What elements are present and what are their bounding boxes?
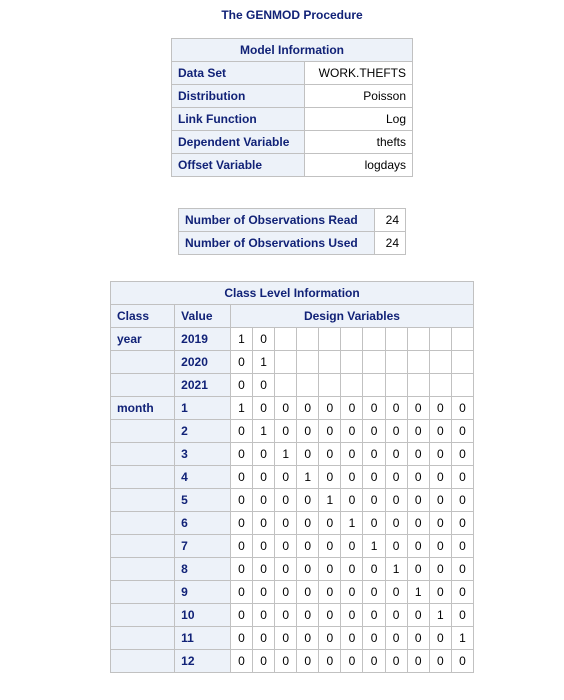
design-variable-cell: 0: [275, 466, 297, 489]
design-variable-cell: 0: [253, 650, 275, 673]
design-variable-cell: 0: [230, 627, 252, 650]
class-value-cell: 2020: [175, 351, 231, 374]
design-variable-cell: 0: [253, 397, 275, 420]
design-variable-cell: 0: [385, 466, 407, 489]
design-variable-cell: 0: [275, 489, 297, 512]
design-variable-cell: 0: [451, 535, 473, 558]
design-variable-cell: 0: [429, 627, 451, 650]
design-variable-cell: 0: [297, 420, 319, 443]
class-name-cell: month: [111, 397, 175, 420]
design-variable-cell: 0: [253, 466, 275, 489]
design-variable-cell: 0: [429, 466, 451, 489]
class-name-cell: [111, 604, 175, 627]
class-value-cell: 12: [175, 650, 231, 673]
design-variable-cell: [341, 351, 363, 374]
table-row: [172, 62, 413, 85]
row-value: WORK.THEFTS: [305, 62, 413, 85]
design-variable-cell: 0: [385, 581, 407, 604]
design-variable-cell: [275, 374, 297, 397]
row-label: Offset Variable: [172, 154, 305, 177]
design-variable-cell: 0: [363, 443, 385, 466]
design-variable-cell: 1: [385, 558, 407, 581]
row-value: Poisson: [305, 85, 413, 108]
design-variable-cell: 0: [275, 627, 297, 650]
design-variable-cell: 0: [341, 420, 363, 443]
design-variable-cell: 0: [253, 581, 275, 604]
class-value-cell: 2021: [175, 374, 231, 397]
design-variable-cell: 0: [451, 581, 473, 604]
column-header-design-variables: Design Variables: [230, 305, 473, 328]
design-variable-cell: 0: [253, 374, 275, 397]
table-row: [172, 131, 413, 154]
design-variable-cell: 0: [297, 512, 319, 535]
design-variable-cell: 0: [230, 466, 252, 489]
design-variable-cell: 0: [341, 650, 363, 673]
design-variable-cell: 0: [297, 489, 319, 512]
design-variable-cell: [297, 374, 319, 397]
design-variable-cell: 0: [451, 558, 473, 581]
class-level-body: [111, 328, 474, 673]
design-variable-cell: 0: [275, 558, 297, 581]
class-value-cell: 5: [175, 489, 231, 512]
design-variable-cell: [363, 328, 385, 351]
observations-table: [178, 208, 406, 255]
design-variable-cell: 0: [297, 535, 319, 558]
table-row: [111, 374, 474, 397]
class-name-cell: [111, 581, 175, 604]
design-variable-cell: 0: [451, 604, 473, 627]
design-variable-cell: 1: [319, 489, 341, 512]
design-variable-cell: [407, 328, 429, 351]
design-variable-cell: 0: [253, 604, 275, 627]
class-name-cell: [111, 351, 175, 374]
design-variable-cell: [297, 351, 319, 374]
design-variable-cell: 0: [275, 581, 297, 604]
design-variable-cell: 1: [253, 420, 275, 443]
design-variable-cell: 0: [319, 512, 341, 535]
table-row: [179, 232, 406, 255]
design-variable-cell: 0: [451, 466, 473, 489]
design-variable-cell: 0: [341, 581, 363, 604]
class-name-cell: [111, 420, 175, 443]
design-variable-cell: [319, 374, 341, 397]
design-variable-cell: 0: [407, 604, 429, 627]
design-variable-cell: 0: [297, 650, 319, 673]
table-row: [111, 650, 474, 673]
class-value-cell: 4: [175, 466, 231, 489]
design-variable-cell: 0: [297, 443, 319, 466]
table-row: [111, 581, 474, 604]
table-row: [111, 397, 474, 420]
model-information-table: [171, 38, 413, 177]
design-variable-cell: [363, 351, 385, 374]
design-variable-cell: [341, 328, 363, 351]
design-variable-cell: [341, 374, 363, 397]
design-variable-cell: 0: [385, 397, 407, 420]
design-variable-cell: 0: [363, 512, 385, 535]
row-label: Distribution: [172, 85, 305, 108]
design-variable-cell: [429, 351, 451, 374]
design-variable-cell: 0: [341, 558, 363, 581]
class-value-cell: 10: [175, 604, 231, 627]
class-value-cell: 2019: [175, 328, 231, 351]
row-label: Link Function: [172, 108, 305, 131]
table-row: [111, 604, 474, 627]
table-row: [172, 108, 413, 131]
design-variable-cell: [385, 328, 407, 351]
design-variable-cell: 0: [275, 604, 297, 627]
design-variable-cell: 1: [341, 512, 363, 535]
design-variable-cell: 0: [341, 489, 363, 512]
procedure-title: The GENMOD Procedure: [221, 8, 363, 22]
class-name-cell: year: [111, 328, 175, 351]
design-variable-cell: 0: [385, 604, 407, 627]
class-name-cell: [111, 627, 175, 650]
column-header-class: Class: [111, 305, 175, 328]
design-variable-cell: 1: [363, 535, 385, 558]
design-variable-cell: [385, 351, 407, 374]
table-row: [111, 420, 474, 443]
design-variable-cell: [385, 374, 407, 397]
design-variable-cell: 0: [275, 512, 297, 535]
design-variable-cell: 1: [407, 581, 429, 604]
design-variable-cell: 0: [297, 627, 319, 650]
row-label: Dependent Variable: [172, 131, 305, 154]
design-variable-cell: 0: [319, 420, 341, 443]
design-variable-cell: 0: [385, 627, 407, 650]
class-value-cell: 2: [175, 420, 231, 443]
row-label: Data Set: [172, 62, 305, 85]
design-variable-cell: 0: [297, 604, 319, 627]
design-variable-cell: 0: [407, 558, 429, 581]
row-label: Number of Observations Used: [179, 232, 375, 255]
row-value: Log: [305, 108, 413, 131]
class-name-cell: [111, 558, 175, 581]
design-variable-cell: [319, 328, 341, 351]
design-variable-cell: [407, 374, 429, 397]
design-variable-cell: 0: [407, 650, 429, 673]
design-variable-cell: [429, 328, 451, 351]
design-variable-cell: 0: [451, 397, 473, 420]
design-variable-cell: 0: [230, 512, 252, 535]
design-variable-cell: 0: [341, 535, 363, 558]
design-variable-cell: 0: [297, 397, 319, 420]
design-variable-cell: 0: [429, 420, 451, 443]
design-variable-cell: 0: [451, 650, 473, 673]
design-variable-cell: 0: [275, 535, 297, 558]
design-variable-cell: 0: [429, 650, 451, 673]
class-value-cell: 3: [175, 443, 231, 466]
design-variable-cell: 0: [341, 627, 363, 650]
design-variable-cell: 0: [230, 351, 252, 374]
row-value: logdays: [305, 154, 413, 177]
class-name-cell: [111, 535, 175, 558]
table-row: [179, 209, 406, 232]
design-variable-cell: 1: [230, 397, 252, 420]
design-variable-cell: 1: [253, 351, 275, 374]
design-variable-cell: 0: [230, 374, 252, 397]
design-variable-cell: 0: [363, 466, 385, 489]
design-variable-cell: 0: [385, 650, 407, 673]
design-variable-cell: [407, 351, 429, 374]
design-variable-cell: 0: [230, 489, 252, 512]
design-variable-cell: [275, 328, 297, 351]
design-variable-cell: 1: [451, 627, 473, 650]
design-variable-cell: 0: [275, 420, 297, 443]
column-header-value: Value: [175, 305, 231, 328]
design-variable-cell: 0: [385, 420, 407, 443]
design-variable-cell: 0: [363, 650, 385, 673]
design-variable-cell: 0: [319, 627, 341, 650]
design-variable-cell: 0: [363, 489, 385, 512]
design-variable-cell: [363, 374, 385, 397]
design-variable-cell: 0: [407, 627, 429, 650]
design-variable-cell: 0: [451, 443, 473, 466]
class-level-information-title: Class Level Information: [111, 282, 474, 305]
design-variable-cell: 0: [319, 581, 341, 604]
design-variable-cell: 0: [451, 512, 473, 535]
design-variable-cell: 1: [297, 466, 319, 489]
table-row: [111, 443, 474, 466]
design-variable-cell: 0: [429, 512, 451, 535]
design-variable-cell: 0: [429, 535, 451, 558]
design-variable-cell: 0: [230, 443, 252, 466]
table-row: [111, 328, 474, 351]
design-variable-cell: 0: [385, 489, 407, 512]
table-row: [111, 351, 474, 374]
row-value: thefts: [305, 131, 413, 154]
class-name-cell: [111, 489, 175, 512]
design-variable-cell: 0: [341, 466, 363, 489]
design-variable-cell: 0: [341, 443, 363, 466]
design-variable-cell: 0: [275, 650, 297, 673]
design-variable-cell: 0: [230, 604, 252, 627]
design-variable-cell: 0: [407, 535, 429, 558]
design-variable-cell: 0: [429, 581, 451, 604]
table-row: [111, 466, 474, 489]
design-variable-cell: 0: [319, 443, 341, 466]
design-variable-cell: 0: [341, 397, 363, 420]
design-variable-cell: 0: [407, 512, 429, 535]
design-variable-cell: 0: [407, 466, 429, 489]
table-row: [111, 535, 474, 558]
design-variable-cell: 0: [385, 535, 407, 558]
design-variable-cell: [275, 351, 297, 374]
design-variable-cell: 0: [363, 397, 385, 420]
design-variable-cell: 0: [451, 420, 473, 443]
design-variable-cell: 0: [429, 397, 451, 420]
design-variable-cell: 0: [253, 443, 275, 466]
design-variable-cell: 0: [385, 443, 407, 466]
row-value: 24: [375, 209, 406, 232]
row-value: 24: [375, 232, 406, 255]
class-value-cell: 1: [175, 397, 231, 420]
design-variable-cell: 0: [407, 443, 429, 466]
class-value-cell: 6: [175, 512, 231, 535]
design-variable-cell: 1: [230, 328, 252, 351]
design-variable-cell: 0: [230, 581, 252, 604]
design-variable-cell: 0: [319, 397, 341, 420]
design-variable-cell: [319, 351, 341, 374]
design-variable-cell: [297, 328, 319, 351]
design-variable-cell: 0: [319, 535, 341, 558]
design-variable-cell: 0: [451, 489, 473, 512]
design-variable-cell: 0: [297, 581, 319, 604]
table-row: [172, 85, 413, 108]
class-value-cell: 7: [175, 535, 231, 558]
design-variable-cell: [451, 374, 473, 397]
design-variable-cell: 0: [230, 535, 252, 558]
design-variable-cell: 0: [319, 650, 341, 673]
design-variable-cell: 0: [253, 627, 275, 650]
class-value-cell: 8: [175, 558, 231, 581]
design-variable-cell: 0: [319, 558, 341, 581]
design-variable-cell: 0: [230, 558, 252, 581]
table-row: [111, 627, 474, 650]
design-variable-cell: 0: [363, 627, 385, 650]
design-variable-cell: [429, 374, 451, 397]
model-information-title: Model Information: [172, 39, 413, 62]
table-row: [111, 558, 474, 581]
design-variable-cell: 0: [407, 397, 429, 420]
design-variable-cell: 0: [363, 581, 385, 604]
design-variable-cell: 0: [275, 397, 297, 420]
design-variable-cell: 0: [363, 604, 385, 627]
design-variable-cell: 0: [363, 558, 385, 581]
design-variable-cell: [451, 351, 473, 374]
design-variable-cell: 0: [253, 558, 275, 581]
design-variable-cell: 0: [297, 558, 319, 581]
class-value-cell: 9: [175, 581, 231, 604]
design-variable-cell: 0: [407, 420, 429, 443]
row-label: Number of Observations Read: [179, 209, 375, 232]
design-variable-cell: 0: [363, 420, 385, 443]
class-name-cell: [111, 650, 175, 673]
design-variable-cell: 0: [429, 558, 451, 581]
class-value-cell: 11: [175, 627, 231, 650]
design-variable-cell: 0: [253, 489, 275, 512]
class-name-cell: [111, 443, 175, 466]
design-variable-cell: 1: [275, 443, 297, 466]
design-variable-cell: 0: [429, 489, 451, 512]
design-variable-cell: 0: [385, 512, 407, 535]
design-variable-cell: 0: [319, 466, 341, 489]
class-name-cell: [111, 466, 175, 489]
table-row: [172, 154, 413, 177]
design-variable-cell: 0: [230, 650, 252, 673]
design-variable-cell: 0: [341, 604, 363, 627]
class-level-information-table: [110, 281, 474, 673]
design-variable-cell: 0: [253, 535, 275, 558]
design-variable-cell: [451, 328, 473, 351]
class-name-cell: [111, 512, 175, 535]
design-variable-cell: 0: [230, 420, 252, 443]
design-variable-cell: 0: [319, 604, 341, 627]
design-variable-cell: 0: [429, 443, 451, 466]
table-row: [111, 512, 474, 535]
design-variable-cell: 0: [253, 328, 275, 351]
design-variable-cell: 1: [429, 604, 451, 627]
table-row: [111, 489, 474, 512]
class-name-cell: [111, 374, 175, 397]
design-variable-cell: 0: [253, 512, 275, 535]
design-variable-cell: 0: [407, 489, 429, 512]
